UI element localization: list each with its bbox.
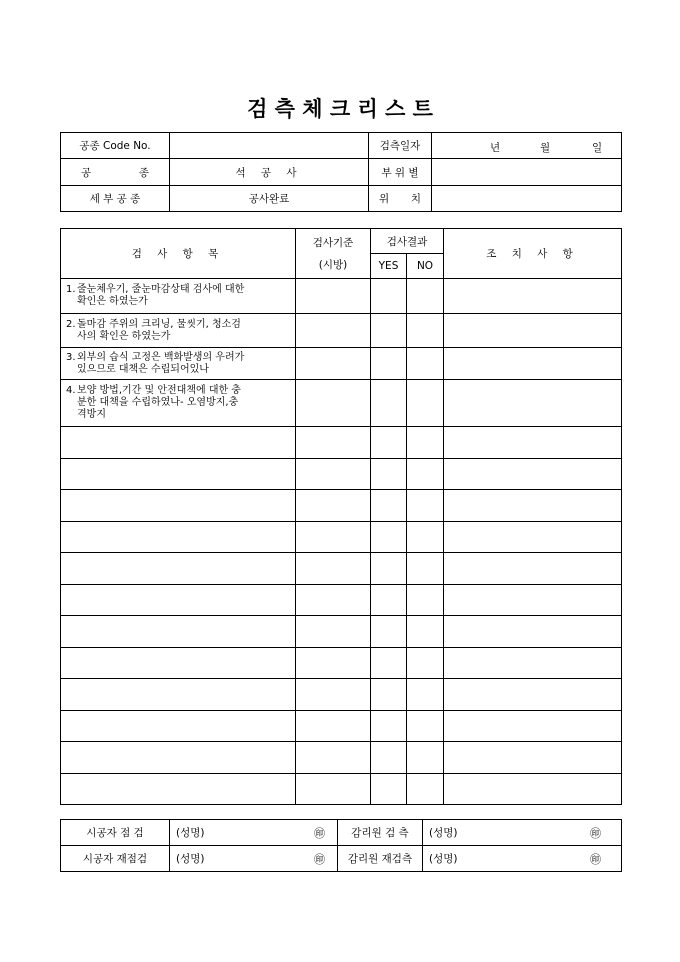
- action-cell[interactable]: [444, 314, 622, 348]
- yes-cell[interactable]: [371, 679, 407, 711]
- empty-row: [61, 742, 622, 774]
- no-cell[interactable]: [407, 616, 444, 648]
- signature-table: [60, 819, 622, 872]
- empty-row: [61, 553, 622, 585]
- empty-row: [61, 616, 622, 648]
- standard-cell[interactable]: [296, 427, 371, 459]
- empty-row: [61, 458, 622, 490]
- item-cell[interactable]: [61, 553, 296, 585]
- work-value[interactable]: 석 공 사: [170, 159, 369, 186]
- empty-row: [61, 647, 622, 679]
- action-cell[interactable]: [444, 616, 622, 648]
- yes-cell[interactable]: [371, 427, 407, 459]
- checklist-table: [60, 228, 622, 805]
- standard-cell[interactable]: [296, 742, 371, 774]
- action-cell[interactable]: [444, 490, 622, 522]
- yes-cell[interactable]: [371, 742, 407, 774]
- header-no: NO: [407, 254, 444, 279]
- work-label-cell: 공 종: [61, 159, 170, 186]
- sign-name-text: (성명): [176, 852, 205, 865]
- supervisor-resign-field[interactable]: [423, 846, 622, 872]
- action-cell[interactable]: [444, 647, 622, 679]
- item-cell[interactable]: [61, 458, 296, 490]
- seal-icon: ㊞: [314, 826, 325, 840]
- item-cell[interactable]: [61, 521, 296, 553]
- no-cell[interactable]: [407, 710, 444, 742]
- yes-cell[interactable]: [371, 458, 407, 490]
- header-action: 조 치 사 항: [444, 229, 622, 279]
- check-item-3: 3.외부의 습식 고정은 백화발생의 우려가 있으므로 대책은 수립되어있나: [61, 348, 296, 380]
- no-cell[interactable]: [407, 679, 444, 711]
- standard-cell[interactable]: [296, 553, 371, 585]
- no-cell[interactable]: [407, 380, 444, 427]
- no-cell[interactable]: [407, 521, 444, 553]
- standard-cell[interactable]: [296, 616, 371, 648]
- empty-row: [61, 584, 622, 616]
- standard-cell[interactable]: [296, 773, 371, 805]
- action-cell[interactable]: [444, 742, 622, 774]
- no-cell[interactable]: [407, 490, 444, 522]
- no-cell[interactable]: [407, 584, 444, 616]
- action-cell[interactable]: [444, 380, 622, 427]
- part-label: 부 위 별: [369, 159, 432, 186]
- inspector-sign-field[interactable]: [170, 820, 338, 846]
- action-cell[interactable]: [444, 427, 622, 459]
- date-month: 월: [540, 141, 551, 154]
- empty-row: [61, 773, 622, 805]
- item-cell[interactable]: [61, 427, 296, 459]
- yes-cell[interactable]: [371, 380, 407, 427]
- standard-cell[interactable]: [296, 314, 371, 348]
- standard-cell[interactable]: [296, 584, 371, 616]
- info-table: [60, 132, 622, 212]
- item-cell[interactable]: [61, 647, 296, 679]
- yes-cell[interactable]: [371, 647, 407, 679]
- standard-cell[interactable]: [296, 710, 371, 742]
- action-cell[interactable]: [444, 279, 622, 314]
- code-label: 공종 Code No.: [61, 133, 170, 159]
- subwork-value[interactable]: 공사완료: [170, 186, 369, 212]
- seal-icon: ㊞: [590, 826, 601, 840]
- action-cell[interactable]: [444, 710, 622, 742]
- sign-name-text: (성명): [429, 852, 458, 865]
- check-item-4: 4.보양 방법,기간 및 안전대책에 대한 충 분한 대책을 수립하였나- 오염방지,충 격방지: [61, 380, 296, 427]
- header-item: 검 사 항 목: [61, 229, 296, 279]
- yes-cell[interactable]: [371, 616, 407, 648]
- action-cell[interactable]: [444, 553, 622, 585]
- header-standard-label: 검사기준: [312, 237, 354, 249]
- check-item-1: 1.줄눈체우기, 줄눈마감상태 검사에 대한 확인은 하였는가: [61, 279, 296, 314]
- header-result: 검사결과: [371, 229, 444, 254]
- seal-icon: ㊞: [590, 852, 601, 866]
- action-cell[interactable]: [444, 773, 622, 805]
- no-cell[interactable]: [407, 647, 444, 679]
- standard-cell[interactable]: [296, 679, 371, 711]
- no-cell[interactable]: [407, 553, 444, 585]
- date-day: 일: [592, 141, 603, 154]
- standard-cell[interactable]: [296, 521, 371, 553]
- no-cell[interactable]: [407, 348, 444, 380]
- item-cell[interactable]: [61, 773, 296, 805]
- subwork-label: 세 부 공 종: [61, 186, 170, 212]
- inspector-resign-field[interactable]: [170, 846, 338, 872]
- no-cell[interactable]: [407, 458, 444, 490]
- location-value-field[interactable]: [432, 186, 622, 212]
- action-cell[interactable]: [444, 348, 622, 380]
- standard-cell[interactable]: [296, 348, 371, 380]
- no-cell[interactable]: [407, 314, 444, 348]
- item-cell[interactable]: [61, 490, 296, 522]
- check-item-2: 2.돌마감 주위의 크리닝, 물씻기, 청소검 사의 확인은 하였는가: [61, 314, 296, 348]
- location-label-cell: 위 치: [369, 186, 432, 212]
- yes-cell[interactable]: [371, 584, 407, 616]
- no-cell[interactable]: [407, 427, 444, 459]
- yes-cell[interactable]: [371, 773, 407, 805]
- empty-row: [61, 679, 622, 711]
- supervisor-check-label: 감리원 검 측: [338, 820, 423, 846]
- yes-cell[interactable]: [371, 279, 407, 314]
- header-standard: [296, 229, 371, 279]
- action-cell[interactable]: [444, 679, 622, 711]
- standard-cell[interactable]: [296, 490, 371, 522]
- no-cell[interactable]: [407, 773, 444, 805]
- empty-row: [61, 521, 622, 553]
- supervisor-recheck-label: 감리원 재검측: [338, 846, 423, 872]
- item-cell[interactable]: [61, 584, 296, 616]
- date-field[interactable]: [432, 133, 622, 159]
- part-value-field[interactable]: [432, 159, 622, 186]
- no-cell[interactable]: [407, 279, 444, 314]
- date-label: 검측일자: [369, 133, 432, 159]
- header-standard-sub: (시방): [318, 259, 348, 271]
- item-cell[interactable]: [61, 742, 296, 774]
- yes-cell[interactable]: [371, 348, 407, 380]
- standard-cell[interactable]: [296, 647, 371, 679]
- code-value-field[interactable]: [170, 133, 369, 159]
- action-cell[interactable]: [444, 521, 622, 553]
- yes-cell[interactable]: [371, 521, 407, 553]
- empty-row: [61, 710, 622, 742]
- standard-cell[interactable]: [296, 279, 371, 314]
- date-year: 년: [490, 141, 501, 154]
- empty-row: [61, 427, 622, 459]
- inspector-recheck-label: 시공자 재점검: [61, 846, 170, 872]
- inspector-check-label: 시공자 점 검: [61, 820, 170, 846]
- item-cell[interactable]: [61, 616, 296, 648]
- action-cell[interactable]: [444, 458, 622, 490]
- action-cell[interactable]: [444, 584, 622, 616]
- header-yes: YES: [371, 254, 407, 279]
- empty-rows: [61, 427, 622, 805]
- sign-name-text: (성명): [429, 826, 458, 839]
- yes-cell[interactable]: [371, 553, 407, 585]
- yes-cell[interactable]: [371, 314, 407, 348]
- sign-name-text: (성명): [176, 826, 205, 839]
- standard-cell[interactable]: [296, 380, 371, 427]
- no-cell[interactable]: [407, 742, 444, 774]
- yes-cell[interactable]: [371, 710, 407, 742]
- empty-row: [61, 490, 622, 522]
- item-cell[interactable]: [61, 710, 296, 742]
- item-cell[interactable]: [61, 679, 296, 711]
- standard-cell[interactable]: [296, 458, 371, 490]
- supervisor-sign-field[interactable]: [423, 820, 622, 846]
- seal-icon: ㊞: [314, 852, 325, 866]
- yes-cell[interactable]: [371, 490, 407, 522]
- page-title: 검 측 체 크 리 스 트: [247, 96, 433, 121]
